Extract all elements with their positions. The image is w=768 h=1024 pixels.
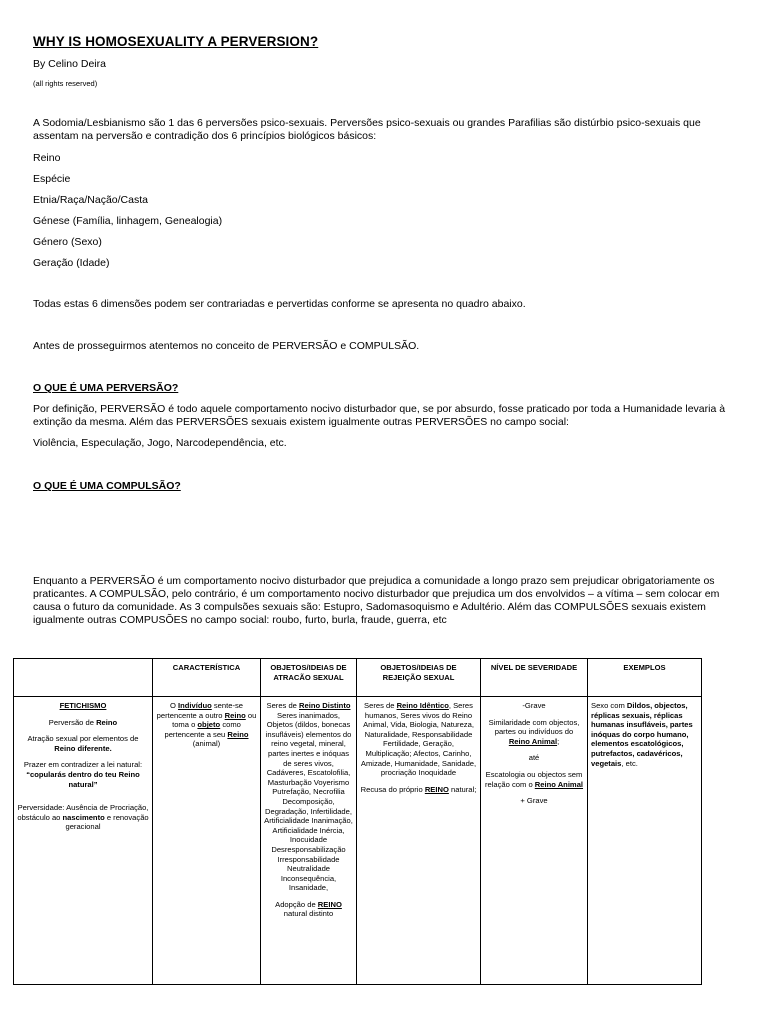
cell-text: Recusa do próprio bbox=[360, 784, 425, 794]
perversion-paragraph: Por definição, PERVERSÃO é todo aquele comportamento nocivo disturbador que, se por absurdo, fosse praticado por toda a Humanidade levaria à extinção da mesma. Além das PERVERSÕES sexuais existem igualmente outras PERVERSÕES no campo social: bbox=[33, 403, 726, 428]
cell-text: nascimento bbox=[62, 812, 105, 822]
cell-text: Reino Animal bbox=[534, 779, 584, 789]
document-title: WHY IS HOMOSEXUALITY A PERVERSION? bbox=[33, 34, 319, 49]
principle-item: Espécie bbox=[33, 173, 71, 185]
cell-text: Reino Idêntico bbox=[396, 701, 449, 710]
table-header-cell bbox=[14, 659, 153, 697]
cell-text: Reino diferente. bbox=[54, 743, 112, 753]
dimensions-paragraph: Todas estas 6 dimensões podem ser contrariadas e pervertidas conforme se apresenta no quadro abaixo. bbox=[33, 298, 526, 310]
cell-text: objeto bbox=[197, 720, 221, 730]
table-header-cell: EXEMPLOS bbox=[588, 659, 702, 697]
cell-text: “copularás dentro do teu Reino natural” bbox=[26, 769, 140, 789]
cell-text: REINO bbox=[424, 784, 449, 794]
cell-text: Perversão de bbox=[48, 717, 97, 727]
table-header-row bbox=[14, 659, 702, 697]
cell-text: Reino bbox=[224, 710, 246, 720]
principle-item: Reino bbox=[33, 152, 61, 164]
cell-text: , Seres humanos, Seres vivos do Reino Animal, Vida, Biologia, Natureza, Naturalidade, Responsabilidade Fertilidade, Geração, Multiplicação; Afectos, Carinho, Amizade, Humanidade, Sanidade, procriação Inoquidade bbox=[360, 701, 477, 778]
principle-item: Génese (Família, linhagem, Genealogia) bbox=[33, 215, 223, 227]
social-perversions-line: Violência, Especulação, Jogo, Narcodependência, etc. bbox=[33, 437, 287, 449]
cell-text: Dildos, objectos, réplicas sexuais, réplicas humanas insufláveis, partes inóquas do corpo humano, elementos escatológicos, putrefactos, cadavéricos, vegetais bbox=[591, 701, 693, 768]
cell-text: Similaridade com objectos, partes ou indivíduos do bbox=[488, 717, 580, 737]
cell-text: Reino bbox=[96, 717, 118, 727]
cell-text: Sexo com bbox=[591, 701, 627, 710]
cell-text: ; bbox=[557, 736, 560, 746]
cell-text: Reino Animal bbox=[508, 736, 558, 746]
principle-item: Género (Sexo) bbox=[33, 236, 102, 248]
rejection-objects-cell bbox=[357, 697, 481, 985]
before-paragraph: Antes de prosseguirmos atentemos no conceito de PERVERSÃO e COMPULSÃO. bbox=[33, 340, 420, 352]
intro-paragraph: A Sodomia/Lesbianismo são 1 das 6 perversões psico-sexuais. Perversões psico-sexuais ou grandes Parafilias são distúrbio psico-sexuais que assentam na perversão e contradição dos 6 princípios biológicos básicos: bbox=[33, 117, 701, 142]
table-header-cell: OBJETOS/IDEIAS DE REJEIÇÃO SEXUAL bbox=[357, 659, 481, 697]
cell-text: REINO bbox=[317, 899, 342, 909]
principle-item: Etnia/Raça/Nação/Casta bbox=[33, 194, 148, 206]
cell-text: , etc. bbox=[621, 758, 638, 768]
perversion-heading: O QUE É UMA PERVERSÃO? bbox=[33, 382, 179, 394]
table-header-cell: OBJETOS/IDEIAS DE ATRACÃO SEXUAL bbox=[261, 659, 357, 697]
table-row bbox=[14, 697, 702, 985]
cell-text: como pertencente a seu bbox=[164, 720, 241, 739]
cell-text: Seres de bbox=[266, 701, 300, 710]
perversion-table bbox=[13, 658, 702, 985]
cell-text: O bbox=[169, 701, 179, 710]
cell-text: natural; bbox=[448, 784, 477, 794]
cell-text: Seres de bbox=[364, 701, 397, 710]
principle-item: Geração (Idade) bbox=[33, 257, 110, 269]
characteristic-cell bbox=[153, 697, 261, 985]
rights-note: (all rights reserved) bbox=[33, 79, 98, 88]
cell-text: ou toma o bbox=[172, 710, 257, 730]
cell-text: Indivíduo bbox=[178, 701, 212, 710]
cell-text: + Grave bbox=[520, 796, 548, 806]
compulsion-paragraph: Enquanto a PERVERSÃO é um comportamento nocivo disturbador que prejudica a comunidade a longo prazo sem prejudicar obrigatoriamente os praticantes. A COMPULSÃO, pelo contrário, é um comportamento nocivo disturbador que prejudica um dos envolvidos – a vítima – sem colocar em causa o futuro da comunidade. As 3 compulsões sexuais são: Estupro, Sadomasoquismo e Adultério. Além das COMPULSÕES sexuais existem igualmente outras COMPUSÕES no campo social: roubo, furto, burla, fraude, guerra, etc bbox=[33, 575, 720, 626]
cell-text: Atração sexual por elementos de bbox=[27, 734, 139, 744]
severity-cell bbox=[481, 697, 588, 985]
cell-text: (animal) bbox=[192, 739, 221, 749]
author-line: By Celino Deira bbox=[33, 58, 106, 70]
table-header-cell: NÍVEL DE SEVERIDADE bbox=[481, 659, 588, 697]
cell-text: Reino Distinto bbox=[299, 701, 351, 710]
cell-text: Prazer em contradizer a lei natural: bbox=[23, 760, 143, 770]
perversion-type-cell bbox=[14, 697, 153, 985]
compulsion-heading: O QUE É UMA COMPULSÃO? bbox=[33, 480, 181, 492]
cell-text: Adopção de bbox=[275, 899, 318, 909]
cell-text: -Grave bbox=[522, 701, 546, 710]
cell-text: até bbox=[528, 753, 540, 763]
attraction-objects-cell bbox=[261, 697, 357, 985]
cell-text: natural distinto bbox=[283, 909, 334, 919]
perversion-name: FETICHISMO bbox=[59, 701, 107, 710]
cell-text: Perversidade: Ausência de Procriação, obstáculo ao bbox=[17, 803, 149, 822]
cell-text: Seres inanimados, Objetos (dildos, bonecas insufláveis) elementos do reino vegetal, mineral, partes inertes e inóquas de seres vivos, Cadáveres, Escatolofilia, Masturbação Voyerismo Putrefação, Necrofilia Decomposição, Degradação, Infertilidade, Artificialidade Inanimação, Artificialidade Inércia, Inocuidade Desresponsabilização Irresponsabilidade Neutralidade Inconsequência, Insanidade, bbox=[264, 710, 353, 893]
cell-text: sente-se pertencente a outro bbox=[156, 701, 244, 720]
cell-text: Reino bbox=[227, 729, 249, 739]
examples-cell bbox=[588, 697, 702, 985]
cell-text: Escatologia ou objectos sem relação com o bbox=[484, 769, 583, 789]
table-header-cell: CARACTERÍSTICA bbox=[153, 659, 261, 697]
cell-text: e renovação geracional bbox=[65, 812, 149, 832]
